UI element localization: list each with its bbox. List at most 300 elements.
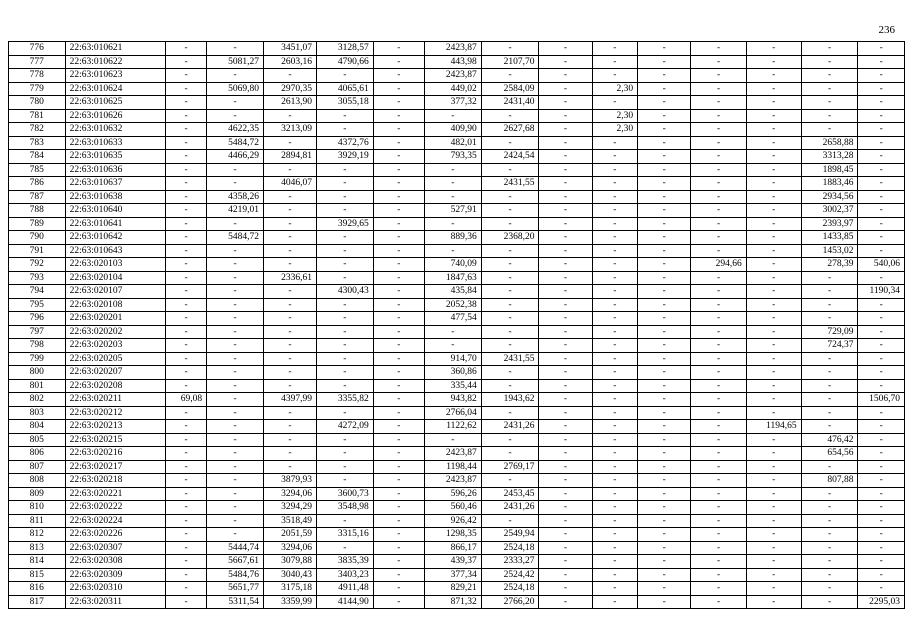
cell-col-4: 5484,76 <box>207 568 264 582</box>
cell-col-14: - <box>746 217 801 231</box>
cell-col-3: - <box>165 298 206 312</box>
cell-col-10: - <box>539 339 592 353</box>
cell-col-14: - <box>746 433 801 447</box>
cell-col-12: - <box>638 406 691 420</box>
cell-col-5: - <box>263 244 316 258</box>
cell-cadastral-number: 22:63:010623 <box>65 69 165 83</box>
cell-cadastral-number: 22:63:020308 <box>65 555 165 569</box>
cell-col-8: 1198,44 <box>424 460 481 474</box>
cell-col-11: - <box>592 460 638 474</box>
cell-col-3: - <box>165 555 206 569</box>
cell-col-4: - <box>207 393 264 407</box>
cell-col-5: - <box>263 231 316 245</box>
cell-col-14: - <box>746 514 801 528</box>
cell-col-9: 2769,17 <box>481 460 539 474</box>
cell-col-14: - <box>746 393 801 407</box>
cell-row-number: 778 <box>9 69 66 83</box>
cell-col-7: - <box>373 217 424 231</box>
cell-col-10: - <box>539 217 592 231</box>
cell-col-13: - <box>691 393 747 407</box>
cell-col-10: - <box>539 69 592 83</box>
cell-col-4: - <box>207 339 264 353</box>
cell-col-4: - <box>207 433 264 447</box>
cell-row-number: 792 <box>9 258 66 272</box>
cell-col-7: - <box>373 109 424 123</box>
cell-col-8: 1298,35 <box>424 528 481 542</box>
cell-col-6: - <box>316 123 373 137</box>
cell-col-5: 4046,07 <box>263 177 316 191</box>
cell-col-8: - <box>424 163 481 177</box>
cell-cadastral-number: 22:63:020104 <box>65 271 165 285</box>
cell-col-14: - <box>746 177 801 191</box>
cell-cadastral-number: 22:63:010637 <box>65 177 165 191</box>
cell-col-12: - <box>638 393 691 407</box>
cell-col-3: - <box>165 109 206 123</box>
cell-col-3: - <box>165 271 206 285</box>
cell-col-10: - <box>539 352 592 366</box>
cell-col-16: 2295,03 <box>858 595 905 609</box>
cell-col-12: - <box>638 366 691 380</box>
cell-col-3: - <box>165 568 206 582</box>
cell-col-6: 3055,18 <box>316 96 373 110</box>
cell-col-6: - <box>316 244 373 258</box>
cell-col-13: - <box>691 55 747 69</box>
cell-col-16: - <box>858 177 905 191</box>
cell-col-9: - <box>481 366 539 380</box>
page-number: 236 <box>878 24 895 36</box>
cell-col-7: - <box>373 190 424 204</box>
cell-col-11: - <box>592 217 638 231</box>
cell-col-11: - <box>592 568 638 582</box>
cell-col-6: 3929,65 <box>316 217 373 231</box>
cell-col-4: - <box>207 352 264 366</box>
cell-col-6: - <box>316 231 373 245</box>
cell-col-4: - <box>207 109 264 123</box>
table-row <box>9 298 905 312</box>
cell-col-5: - <box>263 298 316 312</box>
cell-col-6: - <box>316 69 373 83</box>
cell-col-7: - <box>373 379 424 393</box>
cell-col-16: - <box>858 379 905 393</box>
cell-col-10: - <box>539 487 592 501</box>
cell-col-11: - <box>592 150 638 164</box>
cell-col-15: - <box>801 514 858 528</box>
cell-col-12: - <box>638 312 691 326</box>
cell-col-5: - <box>263 325 316 339</box>
cell-col-9: - <box>481 514 539 528</box>
cell-col-7: - <box>373 42 424 56</box>
cell-col-10: - <box>539 325 592 339</box>
cell-col-10: - <box>539 42 592 56</box>
cell-col-16: - <box>858 312 905 326</box>
cell-col-16: - <box>858 339 905 353</box>
cell-col-9: - <box>481 312 539 326</box>
cell-col-4: - <box>207 379 264 393</box>
cell-col-11: - <box>592 582 638 596</box>
cell-col-12: - <box>638 109 691 123</box>
cell-row-number: 794 <box>9 285 66 299</box>
cell-col-12: - <box>638 69 691 83</box>
cell-col-10: - <box>539 150 592 164</box>
table-row <box>9 325 905 339</box>
cell-col-4: - <box>207 420 264 434</box>
cell-col-8: - <box>424 433 481 447</box>
cell-col-5: 3294,29 <box>263 501 316 515</box>
cell-col-16: - <box>858 244 905 258</box>
cell-col-7: - <box>373 298 424 312</box>
table-row <box>9 123 905 137</box>
cell-col-4: - <box>207 447 264 461</box>
cell-col-5: 3294,06 <box>263 541 316 555</box>
cell-col-15: - <box>801 366 858 380</box>
cell-col-12: - <box>638 514 691 528</box>
cell-col-13: - <box>691 190 747 204</box>
cell-col-14: - <box>746 244 801 258</box>
cell-col-15: - <box>801 55 858 69</box>
cell-col-15: 807,88 <box>801 474 858 488</box>
table-row <box>9 190 905 204</box>
cell-cadastral-number: 22:63:020217 <box>65 460 165 474</box>
cell-col-6: 3355,82 <box>316 393 373 407</box>
cell-col-10: - <box>539 379 592 393</box>
cell-col-9: - <box>481 339 539 353</box>
cell-col-6: 3128,57 <box>316 42 373 56</box>
cell-col-13: - <box>691 204 747 218</box>
cell-col-11: - <box>592 69 638 83</box>
cell-col-12: - <box>638 177 691 191</box>
cell-cadastral-number: 22:63:010638 <box>65 190 165 204</box>
table-row <box>9 393 905 407</box>
cell-col-13: - <box>691 595 747 609</box>
cell-col-14: - <box>746 312 801 326</box>
cell-col-10: - <box>539 244 592 258</box>
cell-col-12: - <box>638 595 691 609</box>
cell-col-7: - <box>373 285 424 299</box>
cell-col-9: 2107,70 <box>481 55 539 69</box>
cell-col-8: 2423,87 <box>424 474 481 488</box>
cell-col-9: 2549,94 <box>481 528 539 542</box>
cell-col-12: - <box>638 325 691 339</box>
cell-col-4: 5484,72 <box>207 136 264 150</box>
cell-col-3: - <box>165 136 206 150</box>
table-row <box>9 501 905 515</box>
cell-col-8: 2423,87 <box>424 42 481 56</box>
cell-cadastral-number: 22:63:020216 <box>65 447 165 461</box>
cell-col-4: 5069,80 <box>207 82 264 96</box>
cell-cadastral-number: 22:63:020307 <box>65 541 165 555</box>
cell-col-9: - <box>481 325 539 339</box>
table-row <box>9 568 905 582</box>
cell-col-8: 360,86 <box>424 366 481 380</box>
cell-col-9: 2431,55 <box>481 352 539 366</box>
cell-col-11: - <box>592 258 638 272</box>
cell-col-5: 2970,35 <box>263 82 316 96</box>
cell-col-14: - <box>746 42 801 56</box>
table-row <box>9 474 905 488</box>
cell-cadastral-number: 22:63:020310 <box>65 582 165 596</box>
cell-col-6: - <box>316 298 373 312</box>
cell-col-15: 2658,88 <box>801 136 858 150</box>
cell-col-13: - <box>691 541 747 555</box>
cell-col-16: - <box>858 271 905 285</box>
cell-col-10: - <box>539 460 592 474</box>
cell-col-9: - <box>481 285 539 299</box>
cell-col-9: - <box>481 406 539 420</box>
cell-col-10: - <box>539 474 592 488</box>
cell-row-number: 786 <box>9 177 66 191</box>
table-row <box>9 339 905 353</box>
cell-col-6: 4065,61 <box>316 82 373 96</box>
cell-col-4: - <box>207 514 264 528</box>
cell-col-8: - <box>424 244 481 258</box>
cell-col-11: 2,30 <box>592 82 638 96</box>
cell-col-5: - <box>263 406 316 420</box>
cell-col-4: - <box>207 42 264 56</box>
cell-col-5: 2051,59 <box>263 528 316 542</box>
cell-row-number: 790 <box>9 231 66 245</box>
cell-col-6: - <box>316 271 373 285</box>
cell-col-8: 482,01 <box>424 136 481 150</box>
cell-col-7: - <box>373 582 424 596</box>
cell-col-4: 5667,61 <box>207 555 264 569</box>
cell-cadastral-number: 22:63:020108 <box>65 298 165 312</box>
cell-col-15: 729,09 <box>801 325 858 339</box>
table-row <box>9 82 905 96</box>
cell-col-6: - <box>316 379 373 393</box>
cell-col-9: - <box>481 109 539 123</box>
table-row <box>9 514 905 528</box>
cell-col-9: 2431,26 <box>481 420 539 434</box>
table-row <box>9 366 905 380</box>
cell-col-13: - <box>691 501 747 515</box>
cell-cadastral-number: 22:63:010635 <box>65 150 165 164</box>
cell-col-10: - <box>539 55 592 69</box>
cell-col-4: - <box>207 528 264 542</box>
cell-col-10: - <box>539 393 592 407</box>
cell-col-3: - <box>165 123 206 137</box>
cell-row-number: 810 <box>9 501 66 515</box>
table-row <box>9 136 905 150</box>
cell-col-9: 2431,40 <box>481 96 539 110</box>
cell-col-14: - <box>746 528 801 542</box>
cell-col-3: - <box>165 231 206 245</box>
cell-col-7: - <box>373 231 424 245</box>
cell-col-4: - <box>207 312 264 326</box>
table-row <box>9 312 905 326</box>
cell-col-7: - <box>373 366 424 380</box>
cell-row-number: 789 <box>9 217 66 231</box>
cell-col-13: - <box>691 406 747 420</box>
cell-col-4: - <box>207 217 264 231</box>
cell-col-16: - <box>858 298 905 312</box>
cell-col-15: - <box>801 298 858 312</box>
cell-col-13: - <box>691 582 747 596</box>
cell-cadastral-number: 22:63:020213 <box>65 420 165 434</box>
table-row <box>9 595 905 609</box>
cell-col-4: - <box>207 244 264 258</box>
cell-cadastral-number: 22:63:010636 <box>65 163 165 177</box>
cell-col-6: - <box>316 366 373 380</box>
cell-col-15: - <box>801 541 858 555</box>
cell-col-14: 1194,65 <box>746 420 801 434</box>
cell-col-7: - <box>373 474 424 488</box>
cell-col-14: - <box>746 352 801 366</box>
cell-col-6: 3403,23 <box>316 568 373 582</box>
cell-col-5: 2894,81 <box>263 150 316 164</box>
cell-col-6: - <box>316 433 373 447</box>
cell-col-13: - <box>691 244 747 258</box>
cell-col-6: - <box>316 204 373 218</box>
cell-col-11: - <box>592 312 638 326</box>
cell-col-14: - <box>746 487 801 501</box>
cell-col-13: - <box>691 136 747 150</box>
cell-row-number: 785 <box>9 163 66 177</box>
table-row <box>9 163 905 177</box>
cell-row-number: 780 <box>9 96 66 110</box>
cell-col-8: 866,17 <box>424 541 481 555</box>
cell-col-13: - <box>691 339 747 353</box>
table-row <box>9 487 905 501</box>
cell-col-9: 2524,42 <box>481 568 539 582</box>
cell-col-4: - <box>207 96 264 110</box>
cell-col-3: - <box>165 190 206 204</box>
cell-col-9: 2431,26 <box>481 501 539 515</box>
cell-col-11: 2,30 <box>592 109 638 123</box>
cell-col-6: - <box>316 109 373 123</box>
cell-col-13: - <box>691 163 747 177</box>
cell-col-9: 1943,62 <box>481 393 539 407</box>
cell-col-14: - <box>746 379 801 393</box>
cell-col-3: - <box>165 325 206 339</box>
cell-col-7: - <box>373 460 424 474</box>
cell-col-15: 2934,56 <box>801 190 858 204</box>
table-body <box>9 42 905 609</box>
cell-col-7: - <box>373 433 424 447</box>
cell-col-14: - <box>746 595 801 609</box>
cell-col-6: - <box>316 474 373 488</box>
cell-cadastral-number: 22:63:020215 <box>65 433 165 447</box>
cell-row-number: 809 <box>9 487 66 501</box>
cell-col-15: - <box>801 82 858 96</box>
cell-col-12: - <box>638 460 691 474</box>
cell-col-16: - <box>858 528 905 542</box>
cell-col-3: - <box>165 487 206 501</box>
cell-col-6: - <box>316 190 373 204</box>
cell-col-5: 3213,09 <box>263 123 316 137</box>
cell-col-16: - <box>858 190 905 204</box>
cell-col-5: - <box>263 217 316 231</box>
table-row <box>9 109 905 123</box>
cell-row-number: 784 <box>9 150 66 164</box>
cell-col-7: - <box>373 150 424 164</box>
cell-col-14: - <box>746 69 801 83</box>
cell-col-9: - <box>481 217 539 231</box>
cell-col-11: - <box>592 96 638 110</box>
cell-col-9: - <box>481 258 539 272</box>
cell-row-number: 806 <box>9 447 66 461</box>
cell-col-10: - <box>539 177 592 191</box>
cell-col-16: - <box>858 109 905 123</box>
cell-col-14: - <box>746 541 801 555</box>
cell-col-9: 2524,18 <box>481 541 539 555</box>
cell-col-8: 871,32 <box>424 595 481 609</box>
cell-col-12: - <box>638 231 691 245</box>
cell-col-4: 4622,35 <box>207 123 264 137</box>
cell-col-10: - <box>539 366 592 380</box>
cell-col-15: 3313,28 <box>801 150 858 164</box>
cell-col-5: - <box>263 109 316 123</box>
cell-col-3: - <box>165 244 206 258</box>
cell-col-15: - <box>801 420 858 434</box>
cell-row-number: 805 <box>9 433 66 447</box>
cell-col-11: - <box>592 190 638 204</box>
cell-col-14: - <box>746 298 801 312</box>
cell-col-7: - <box>373 393 424 407</box>
cell-col-3: - <box>165 96 206 110</box>
cell-col-13: - <box>691 447 747 461</box>
cell-col-9: 2431,55 <box>481 177 539 191</box>
cell-col-9: - <box>481 190 539 204</box>
cell-col-5: - <box>263 258 316 272</box>
cell-col-13: - <box>691 325 747 339</box>
cell-col-7: - <box>373 163 424 177</box>
cell-col-8: 2052,38 <box>424 298 481 312</box>
cell-col-11: - <box>592 487 638 501</box>
cell-col-15: - <box>801 460 858 474</box>
cell-row-number: 811 <box>9 514 66 528</box>
cell-col-13: - <box>691 555 747 569</box>
cell-col-10: - <box>539 298 592 312</box>
cell-col-8: - <box>424 325 481 339</box>
cell-col-15: - <box>801 582 858 596</box>
cell-col-5: - <box>263 460 316 474</box>
cell-cadastral-number: 22:63:020218 <box>65 474 165 488</box>
cell-col-8: 914,70 <box>424 352 481 366</box>
cell-col-5: - <box>263 136 316 150</box>
cell-col-10: - <box>539 406 592 420</box>
cell-col-13: - <box>691 433 747 447</box>
cell-col-10: - <box>539 514 592 528</box>
cell-col-9: - <box>481 298 539 312</box>
cell-col-10: - <box>539 231 592 245</box>
cell-col-9: 2766,20 <box>481 595 539 609</box>
cell-col-6: - <box>316 177 373 191</box>
cell-col-6: 3835,39 <box>316 555 373 569</box>
cell-col-6: 4272,09 <box>316 420 373 434</box>
cell-col-4: 5484,72 <box>207 231 264 245</box>
table-row <box>9 150 905 164</box>
cell-col-16: - <box>858 460 905 474</box>
cell-col-16: - <box>858 136 905 150</box>
cell-col-16: - <box>858 96 905 110</box>
cell-col-5: - <box>263 190 316 204</box>
cell-row-number: 815 <box>9 568 66 582</box>
cell-col-5: 3294,06 <box>263 487 316 501</box>
cell-col-3: - <box>165 204 206 218</box>
cell-col-12: - <box>638 582 691 596</box>
cell-row-number: 803 <box>9 406 66 420</box>
cell-col-8: 740,09 <box>424 258 481 272</box>
cell-col-11: - <box>592 514 638 528</box>
cell-col-12: - <box>638 271 691 285</box>
cell-col-7: - <box>373 568 424 582</box>
cell-col-15: - <box>801 568 858 582</box>
table-row <box>9 69 905 83</box>
cell-col-3: - <box>165 352 206 366</box>
cell-col-5: 3518,49 <box>263 514 316 528</box>
cell-col-4: - <box>207 325 264 339</box>
cell-col-7: - <box>373 339 424 353</box>
